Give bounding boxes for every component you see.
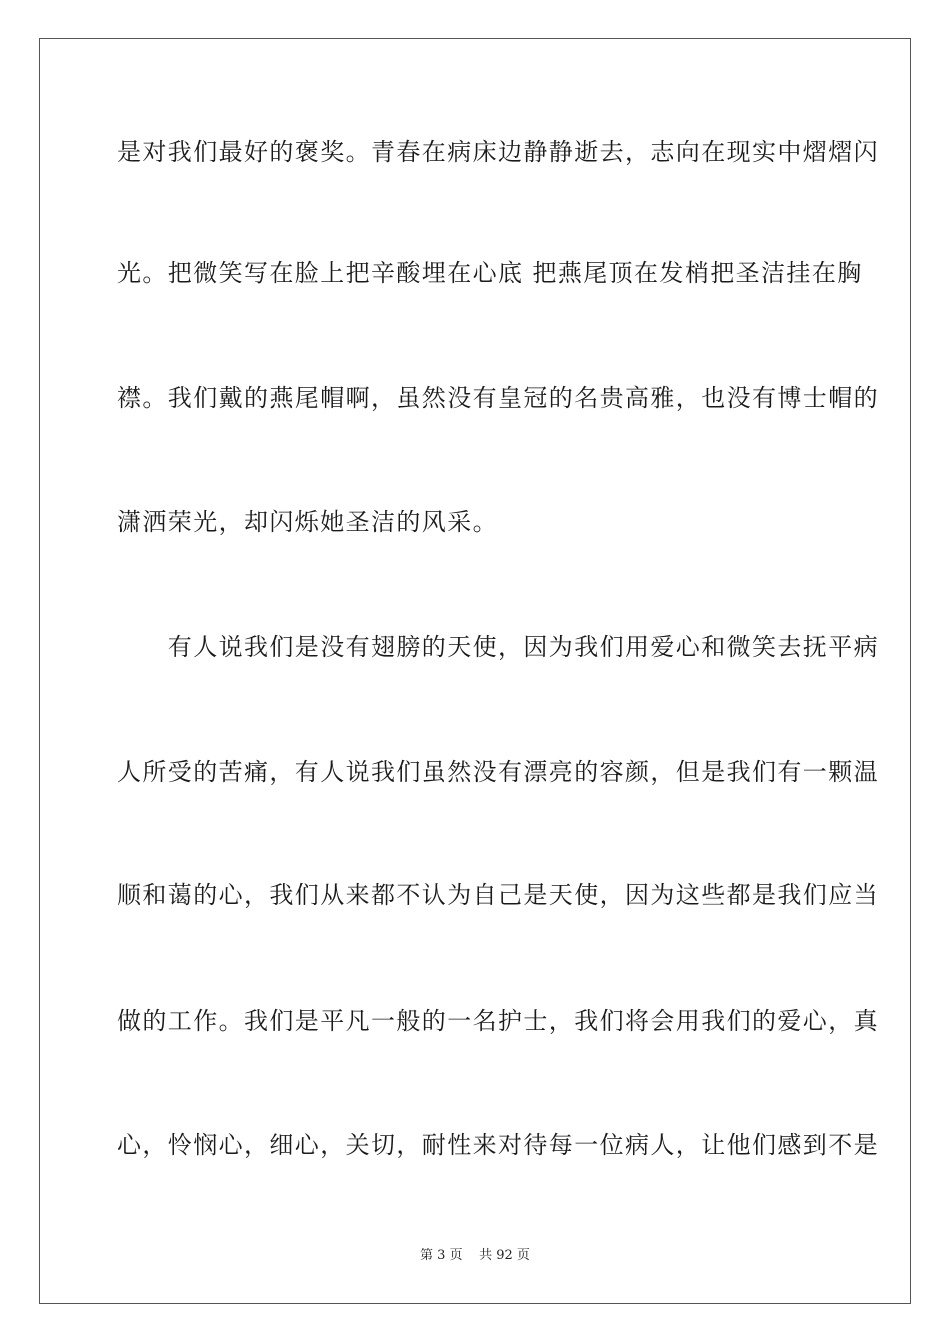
paragraph-line: 襟。我们戴的燕尾帽啊，虽然没有皇冠的名贵高雅，也没有博士帽的: [117, 384, 879, 412]
paragraph-line: 心，怜悯心，细心，关切，耐性来对待每一位病人，让他们感到不是: [117, 1131, 879, 1159]
paragraph-line: 潇洒荣光，却闪烁她圣洁的风采。: [117, 508, 498, 536]
paragraph-line: 是对我们最好的褒奖。青春在病床边静静逝去，志向在现实中熠熠闪: [117, 138, 879, 166]
page-footer: [0, 1247, 950, 1265]
page-number: 第 3 页: [420, 1248, 463, 1263]
paragraph-line: 有人说我们是没有翅膀的天使，因为我们用爱心和微笑去抚平病: [117, 633, 879, 661]
paragraph-line: 光。把微笑写在脸上把辛酸埋在心底 把燕尾顶在发梢把圣洁挂在胸: [117, 259, 863, 287]
page-total: 共 92 页: [479, 1248, 530, 1263]
paragraph-line: 人所受的苦痛，有人说我们虽然没有漂亮的容颜，但是我们有一颗温: [117, 758, 879, 786]
paragraph-line: 顺和蔼的心，我们从来都不认为自己是天使，因为这些都是我们应当: [117, 881, 879, 909]
page-border: [39, 38, 911, 1304]
paragraph-line: 做的工作。我们是平凡一般的一名护士，我们将会用我们的爱心，真: [117, 1007, 879, 1035]
